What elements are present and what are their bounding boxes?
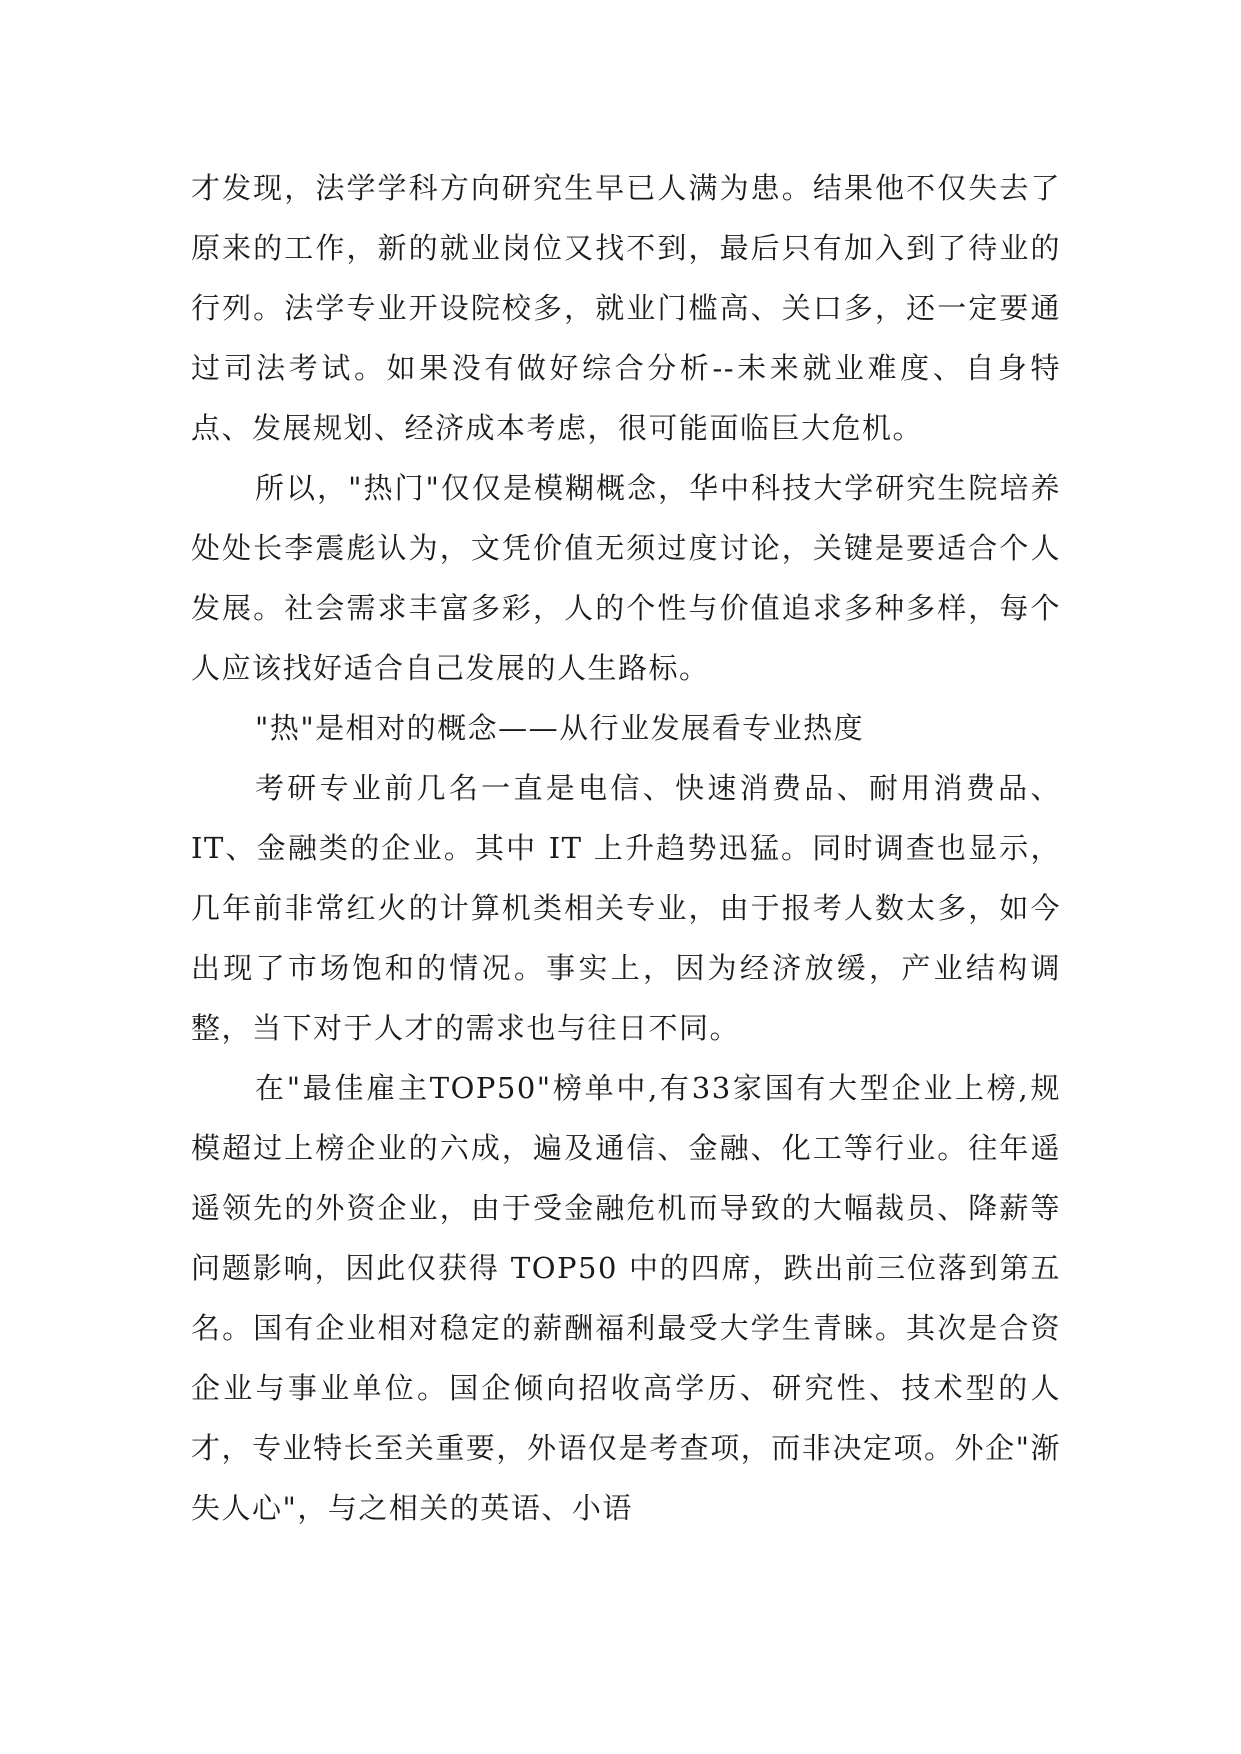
- paragraph-1: 才发现，法学学科方向研究生早已人满为患。结果他不仅失去了原来的工作，新的就业岗位又找不到，最后只有加入到了待业的行列。法学专业开设院校多，就业门槛高、关口多，还一定要通过司法考试。如果没有做好综合分析--未来就业难度、自身特点、发展规划、经济成本考虑，很可能面临巨大危机。: [191, 171, 1061, 445]
- document-body: [191, 158, 1061, 1538]
- paragraph-4: 在"最佳雇主TOP50"榜单中,有33家国有大型企业上榜,规模超过上榜企业的六成，遍及通信、金融、化工等行业。往年遥遥领先的外资企业，由于受金融危机而导致的大幅裁员、降薪等问题影响，因此仅获得 TOP50 中的四席，跌出前三位落到第五名。国有企业相对稳定的薪酬福利最受大学生青睐。其次是合资企业与事业单位。国企倾向招收高学历、研究性、技术型的人才，专业特长至关重要，外语仅是考查项，而非决定项。外企"渐失人心"，与之相关的英语、小语: [191, 1071, 1061, 1525]
- paragraph-2: 所以，"热门"仅仅是模糊概念，华中科技大学研究生院培养处处长李震彪认为，文凭价值无须过度讨论，关键是要适合个人发展。社会需求丰富多彩，人的个性与价值追求多种多样，每个人应该找好适合自己发展的人生路标。: [191, 471, 1061, 685]
- paragraph-3: 考研专业前几名一直是电信、快速消费品、耐用消费品、IT、金融类的企业。其中 IT 上升趋势迅猛。同时调查也显示，几年前非常红火的计算机类相关专业，由于报考人数太多，如今出现了市场饱和的情况。事实上，因为经济放缓，产业结构调整，当下对于人才的需求也与往日不同。: [191, 771, 1061, 1045]
- section-heading: "热"是相对的概念——从行业发展看专业热度: [255, 711, 865, 745]
